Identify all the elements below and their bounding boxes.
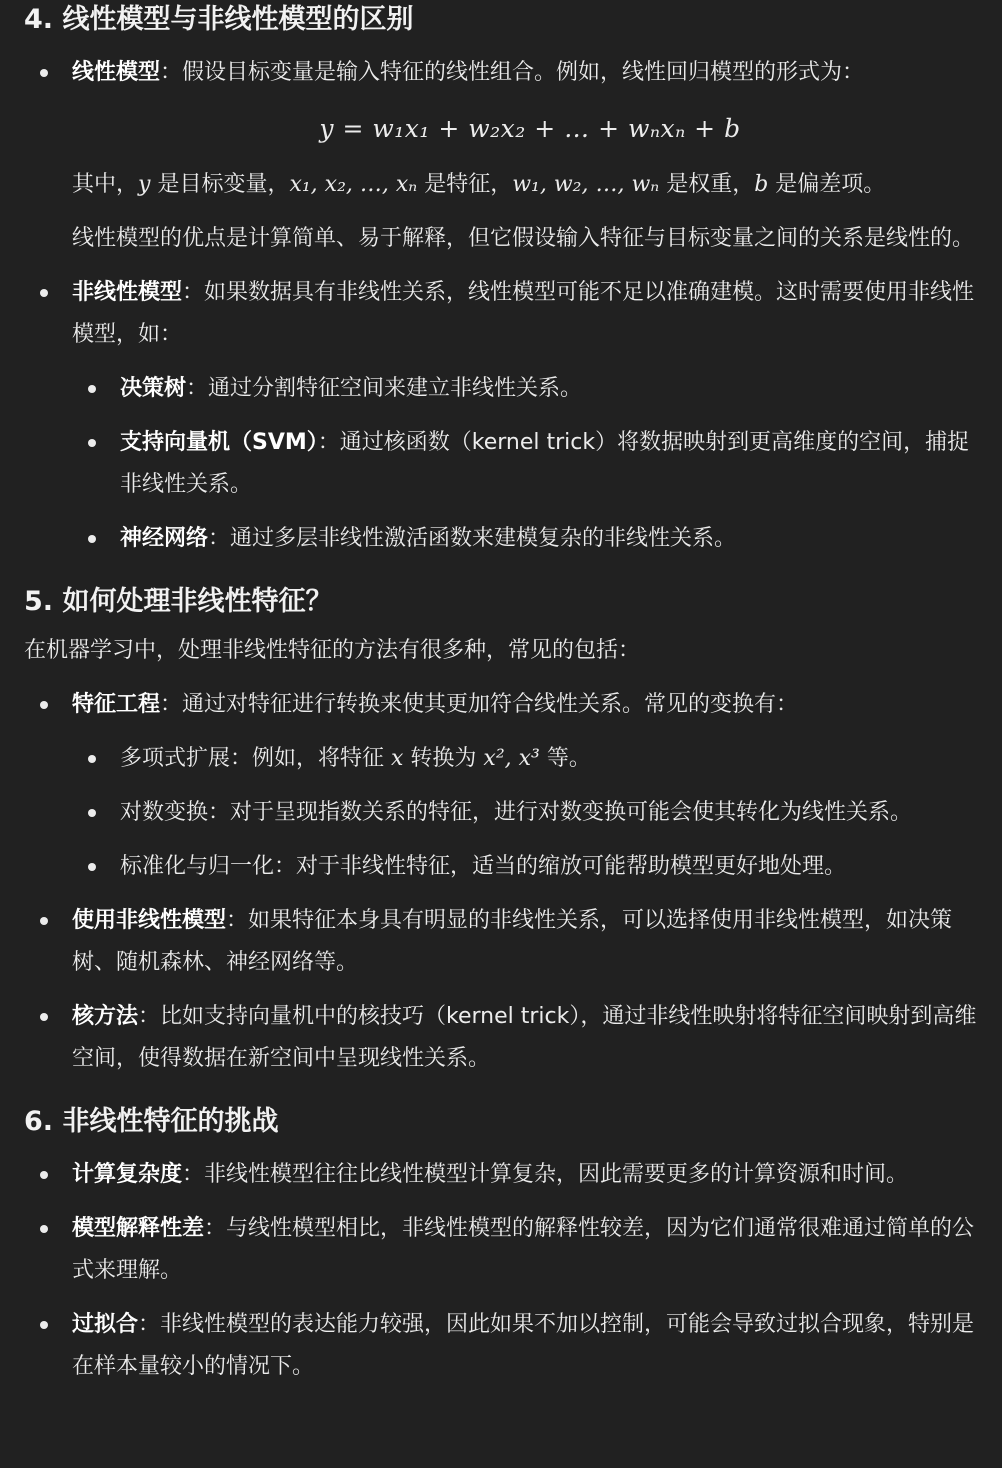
list-item-feature-engineering <box>24 684 988 888</box>
overfitting-text: ：非线性模型的表达能力较强，因此如果不加以控制，可能会导致过拟合现象，特别是在样本量较小的情况下。 <box>72 1312 975 1379</box>
list-item-linear-model <box>24 52 988 260</box>
decision-tree-text: ：通过分割特征空间来建立非线性关系。 <box>186 376 583 401</box>
section-4-list <box>24 52 988 560</box>
use-nonlinear-text: ：如果特征本身具有明显的非线性关系，可以选择使用非线性模型，如决策树、随机森林、神经网络等。 <box>72 908 953 975</box>
linear-advantage-text: 线性模型的优点是计算简单、易于解释，但它假设输入特征与目标变量之间的关系是线性的。 <box>72 226 975 251</box>
explain-suffix: 是偏差项。 <box>768 172 886 197</box>
list-item-nonlinear-model <box>24 272 988 560</box>
section-6-heading: 6. 非线性特征的挑战 <box>24 1106 279 1137</box>
document-body <box>24 0 988 1388</box>
complexity-label: 计算复杂度 <box>72 1162 183 1187</box>
list-item-overfitting <box>24 1304 988 1388</box>
section-4-heading: 4. 线性模型与非线性模型的区别 <box>24 4 414 35</box>
neural-network-text: ：通过多层非线性激活函数来建模复杂的非线性关系。 <box>208 526 737 551</box>
list-item-log-transform: 对数变换：对于呈现指数关系的特征，进行对数变换可能会使其转化为线性关系。 <box>72 792 988 834</box>
use-nonlinear-label: 使用非线性模型 <box>72 908 227 933</box>
explain-mid2: 是特征， <box>417 172 513 197</box>
interpretability-label: 模型解释性差 <box>72 1216 205 1241</box>
kernel-method-text: ：比如支持向量机中的核技巧（kernel trick），通过非线性映射将特征空间映射到高维空间，使得数据在新空间中呈现线性关系。 <box>72 1004 977 1071</box>
neural-network-label: 神经网络 <box>120 526 209 551</box>
section-5-heading: 5. 如何处理非线性特征？ <box>24 586 333 617</box>
section-5-list <box>24 684 988 1080</box>
list-item-neural-network <box>72 518 988 560</box>
list-item-use-nonlinear-model <box>24 900 988 984</box>
list-item-svm <box>72 422 988 506</box>
interpretability-text: ：与线性模型相比，非线性模型的解释性较差，因为它们通常很难通过简单的公式来理解。 <box>72 1216 975 1283</box>
list-item-complexity <box>24 1154 988 1196</box>
poly-x: x <box>391 746 404 771</box>
explain-x: x₁, x₂, …, xₙ <box>289 172 418 197</box>
list-item-polynomial <box>72 738 988 780</box>
list-item-interpretability <box>24 1208 988 1292</box>
svm-text: ：通过核函数（kernel trick）将数据映射到更高维度的空间，捕捉非线性关系。 <box>120 430 970 497</box>
overfitting-label: 过拟合 <box>72 1312 139 1337</box>
feature-engineering-label: 特征工程 <box>72 692 161 717</box>
nonlinear-model-sublist <box>72 368 988 560</box>
nonlinear-model-label: 非线性模型 <box>72 280 183 305</box>
explain-b: b <box>754 172 769 197</box>
linear-regression-formula: y = w₁x₁ + w₂x₂ + … + wₙxₙ + b <box>319 114 741 143</box>
complexity-text: ：非线性模型往往比线性模型计算复杂，因此需要更多的计算资源和时间。 <box>182 1162 909 1187</box>
explain-w: w₁, w₂, …, wₙ <box>512 172 660 197</box>
poly-suffix: 等。 <box>539 746 591 771</box>
linear-model-label: 线性模型 <box>72 60 161 85</box>
svm-label: 支持向量机（SVM） <box>120 430 318 455</box>
explain-mid1: 是目标变量， <box>150 172 290 197</box>
poly-expr: x², x³ <box>483 746 540 771</box>
explain-mid3: 是权重， <box>659 172 755 197</box>
poly-mid: 转换为 <box>403 746 484 771</box>
feature-engineering-sublist <box>72 738 988 888</box>
formula-explanation <box>72 164 988 206</box>
poly-prefix: 多项式扩展：例如，将特征 <box>120 746 391 771</box>
section-6-list <box>24 1154 988 1388</box>
decision-tree-label: 决策树 <box>120 376 187 401</box>
nonlinear-model-text: ：如果数据具有非线性关系，线性模型可能不足以准确建模。这时需要使用非线性模型，如： <box>72 280 975 347</box>
section-5-intro: 在机器学习中，处理非线性特征的方法有很多种，常见的包括： <box>24 638 641 663</box>
list-item-decision-tree <box>72 368 988 410</box>
explain-prefix: 其中， <box>72 172 139 197</box>
feature-engineering-text: ：通过对特征进行转换来使其更加符合线性关系。常见的变换有： <box>160 692 799 717</box>
explain-y: y <box>138 172 151 197</box>
list-item-normalization: 标准化与归一化：对于非线性特征，适当的缩放可能帮助模型更好地处理。 <box>72 846 988 888</box>
linear-model-text: ：假设目标变量是输入特征的线性组合。例如，线性回归模型的形式为： <box>160 60 865 85</box>
kernel-method-label: 核方法 <box>72 1004 139 1029</box>
list-item-kernel-method <box>24 996 988 1080</box>
